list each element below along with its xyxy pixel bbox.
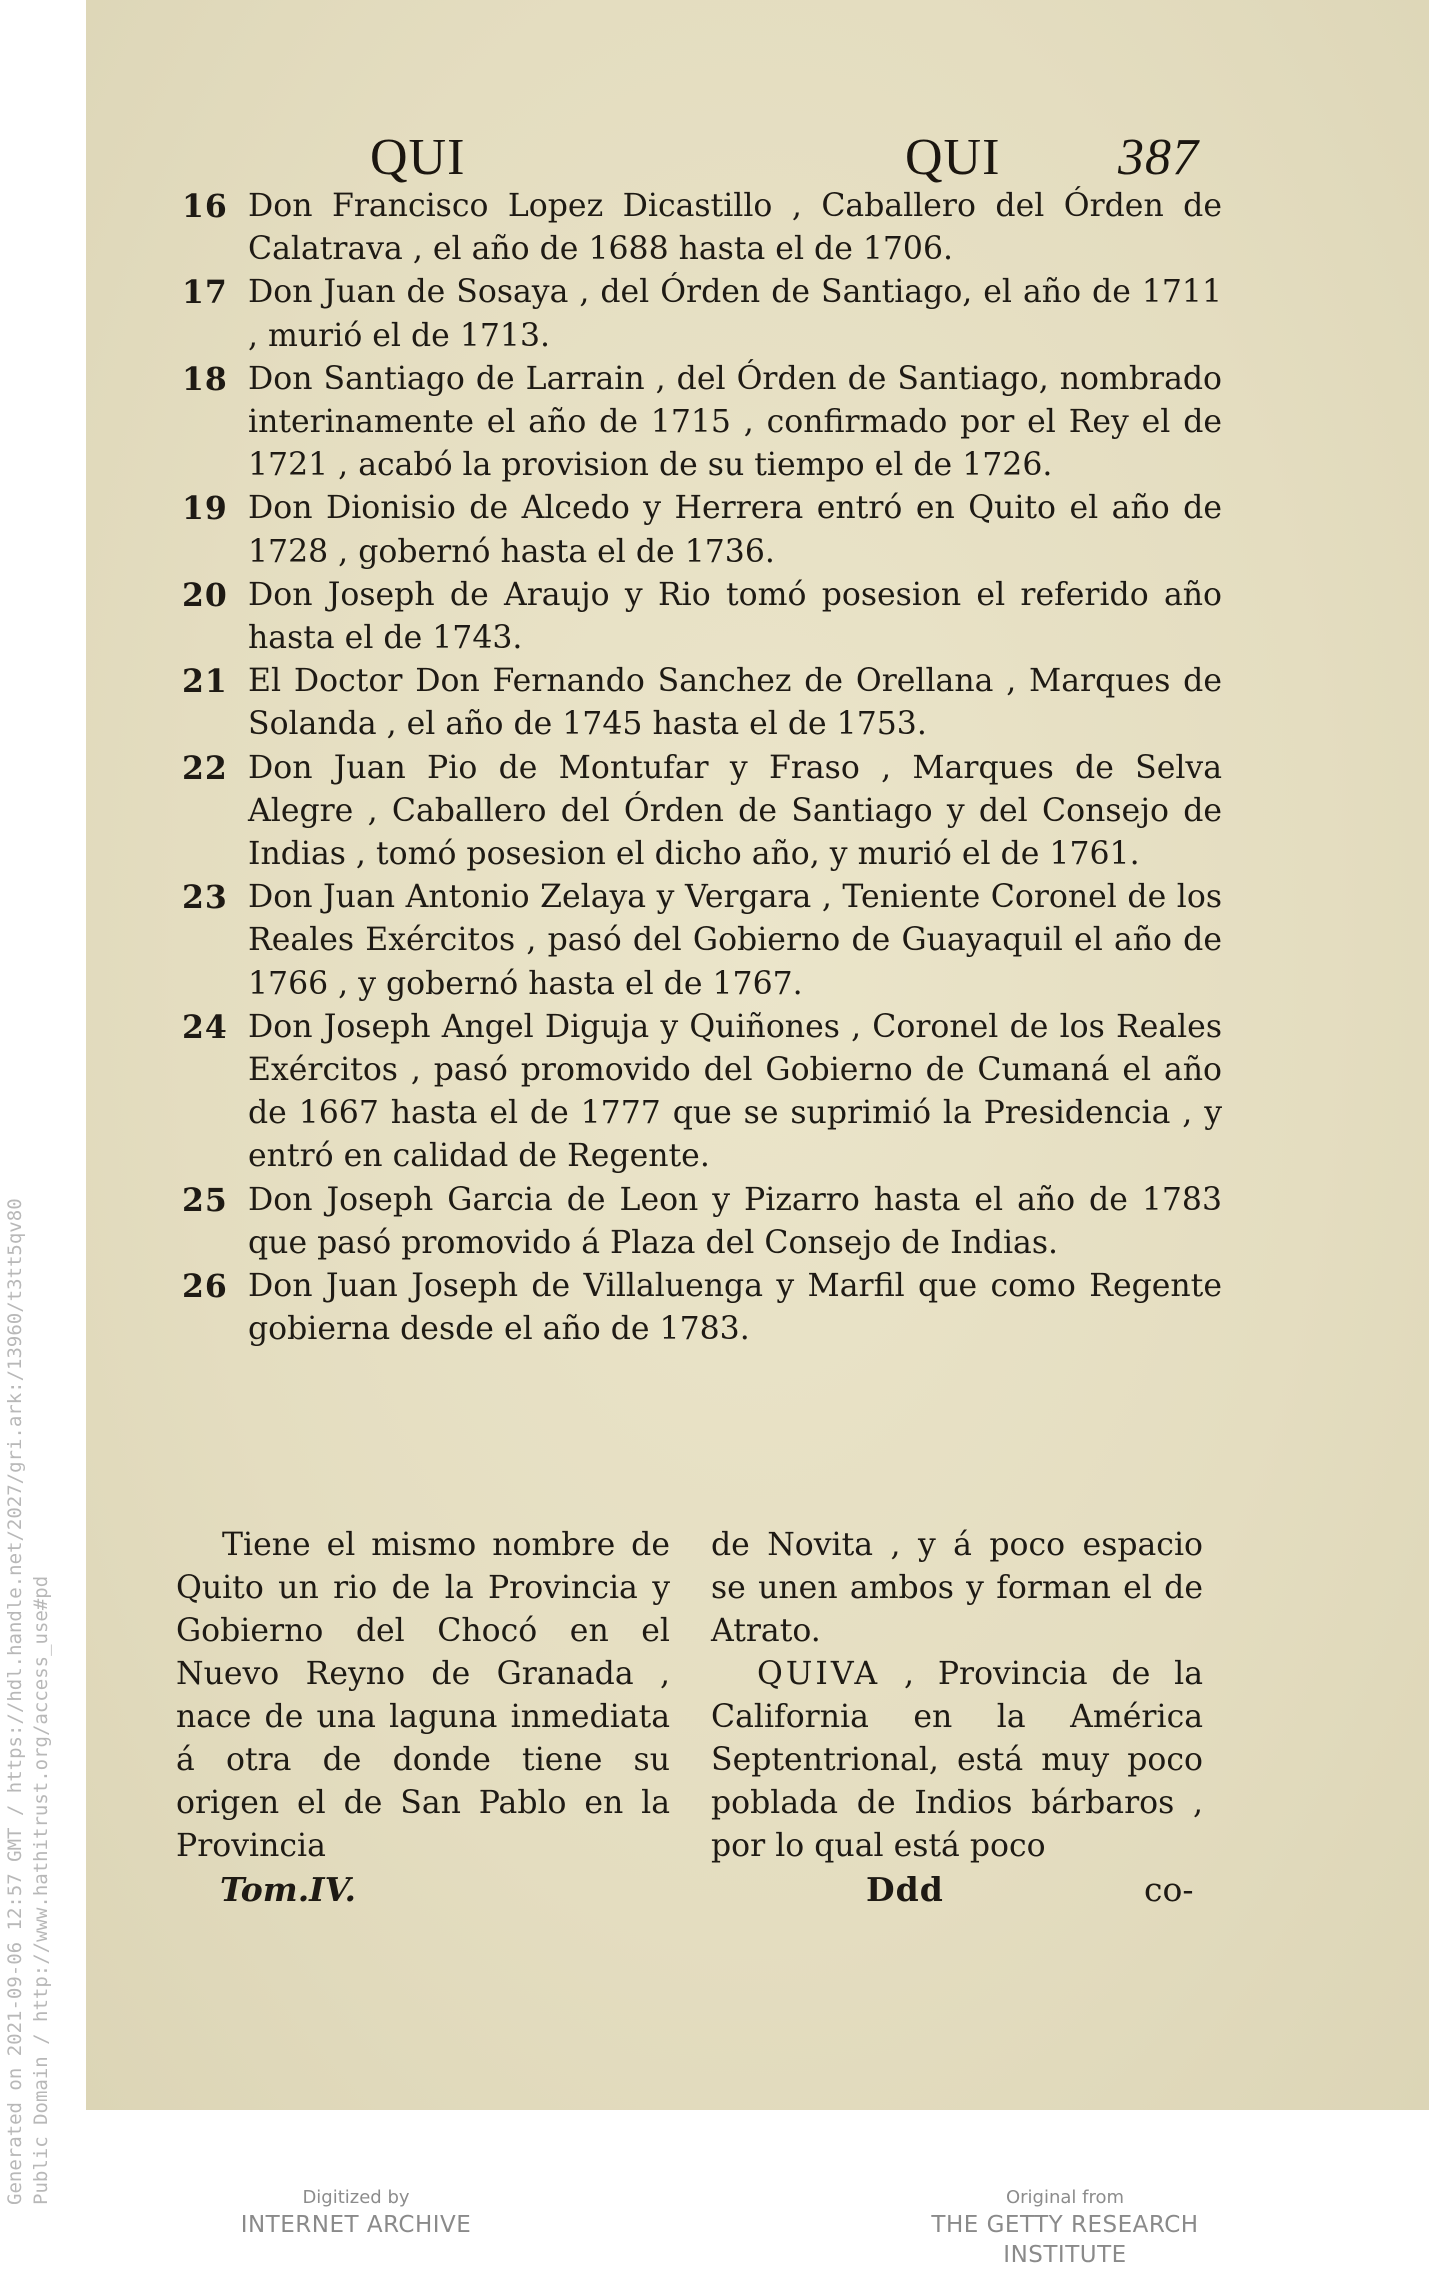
digitized-by-label: Digitized by bbox=[302, 2187, 410, 2208]
getty-institute-link[interactable]: THE GETTY RESEARCH INSTITUTE bbox=[931, 2212, 1199, 2268]
entry-text: Don Dionisio de Alcedo y Herrera entró en Quito el año de 1728 , gobernó hasta el de 1736. bbox=[248, 490, 1222, 570]
list-item bbox=[182, 574, 1222, 660]
entry-number: 16 bbox=[182, 188, 228, 225]
entry-text: Don Juan Joseph de Villaluenga y Marfil que como Regente gobierna desde el año de 1783. bbox=[248, 1268, 1222, 1348]
left-column bbox=[176, 1524, 670, 1868]
entry-number: 23 bbox=[182, 879, 228, 917]
right-column bbox=[711, 1524, 1203, 1868]
original-from-credit bbox=[870, 2186, 1260, 2270]
entry-body: , Provincia de la California en la América Septentrional, está muy poco poblada de Indios bárbaros , por lo qual está poco bbox=[711, 1656, 1204, 1864]
access-stamp-line-1: Generated on 2021-09-06 12:57 GMT / https://hdl.handle.net/2027/gri.ark:/13960/t3tt5qv80 bbox=[4, 1198, 26, 2205]
volume-label: Tom.IV. bbox=[220, 1870, 356, 1909]
list-item bbox=[182, 271, 1222, 357]
entry-number: 22 bbox=[182, 749, 228, 787]
entry-number: 17 bbox=[182, 274, 228, 312]
running-head-middle: QUI bbox=[905, 129, 1001, 186]
entry-number: 20 bbox=[182, 576, 228, 614]
paragraph-quiva bbox=[711, 1653, 1203, 1868]
list-item bbox=[182, 1265, 1222, 1351]
list-item bbox=[182, 487, 1222, 573]
entry-text: El Doctor Don Fernando Sanchez de Orellana , Marques de Solanda , el año de 1745 hasta el de 1753. bbox=[248, 663, 1222, 743]
list-item bbox=[182, 358, 1222, 488]
paragraph-atrato: de Novita , y á poco espacio se unen ambos y forman el de Atrato. bbox=[711, 1527, 1203, 1649]
original-from-label: Original from bbox=[1005, 2187, 1125, 2208]
entry-number: 25 bbox=[182, 1181, 228, 1219]
entry-number: 26 bbox=[182, 1268, 228, 1306]
access-stamp bbox=[2, 1065, 54, 2205]
access-stamp-line-2: Public Domain / http://www.hathitrust.org/access_use#pd bbox=[30, 1575, 52, 2205]
list-item bbox=[182, 1006, 1222, 1179]
paragraph-quito-river: Tiene el mismo nombre de Quito un rio de la Provincia y Gobierno del Chocó en el Nuevo Reyno de Granada , nace de una laguna inmediata á otra de donde tiene su origen el de San Pablo en la Provincia bbox=[176, 1527, 670, 1864]
list-item bbox=[182, 876, 1222, 1006]
entry-text: Don Juan de Sosaya , del Órden de Santiago, el año de 1711 , murió el de 1713. bbox=[248, 274, 1222, 354]
entry-text: Don Francisco Lopez Dicastillo , Caballero del Órden de Calatrava , el año de 1688 hasta el de 1706. bbox=[248, 188, 1222, 268]
entry-text: Don Joseph Angel Diguja y Quiñones , Coronel de los Reales Exércitos , pasó promovido del Gobierno de Cumaná el año de 1667 hasta el de 1777 que se suprimió la Presidencia , y entró en calidad de Regente. bbox=[248, 1008, 1222, 1175]
running-head-left: QUI bbox=[370, 129, 466, 186]
entry-keyword: QUIVA bbox=[757, 1656, 881, 1692]
entry-number: 21 bbox=[182, 663, 228, 701]
digitized-by-credit bbox=[236, 2186, 476, 2240]
list-item bbox=[182, 660, 1222, 746]
entry-text: Don Juan Pio de Montufar y Fraso , Marques de Selva Alegre , Caballero del Órden de Santiago y del Consejo de Indias , tomó posesion el dicho año, y murió el de 1761. bbox=[248, 749, 1222, 873]
entry-number: 18 bbox=[182, 360, 228, 398]
list-item bbox=[182, 747, 1222, 877]
governor-list bbox=[182, 185, 1222, 1351]
entry-text: Don Juan Antonio Zelaya y Vergara , Teniente Coronel de los Reales Exércitos , pasó del Gobierno de Guayaquil el año de 1766 , y gobernó hasta el de 1767. bbox=[248, 879, 1222, 1002]
entry-text: Don Joseph Garcia de Leon y Pizarro hasta el año de 1783 que pasó promovido á Plaza del Consejo de Indias. bbox=[248, 1181, 1222, 1261]
entry-text: Don Joseph de Araujo y Rio tomó posesion el referido año hasta el de 1743. bbox=[248, 576, 1222, 657]
catchword: co- bbox=[1144, 1870, 1194, 1909]
internet-archive-link[interactable]: INTERNET ARCHIVE bbox=[240, 2212, 472, 2238]
entry-number: 24 bbox=[182, 1008, 228, 1046]
entry-text: Don Santiago de Larrain , del Órden de Santiago, nombrado interinamente el año de 1715 , confirmado por el Rey el de 1721 , acabó la provision de su tiempo el de 1726. bbox=[248, 360, 1222, 484]
entry-number: 19 bbox=[182, 490, 228, 528]
signature-mark: Ddd bbox=[866, 1870, 944, 1909]
list-item bbox=[182, 185, 1222, 271]
page-number: 387 bbox=[1118, 129, 1199, 186]
list-item bbox=[182, 1179, 1222, 1265]
